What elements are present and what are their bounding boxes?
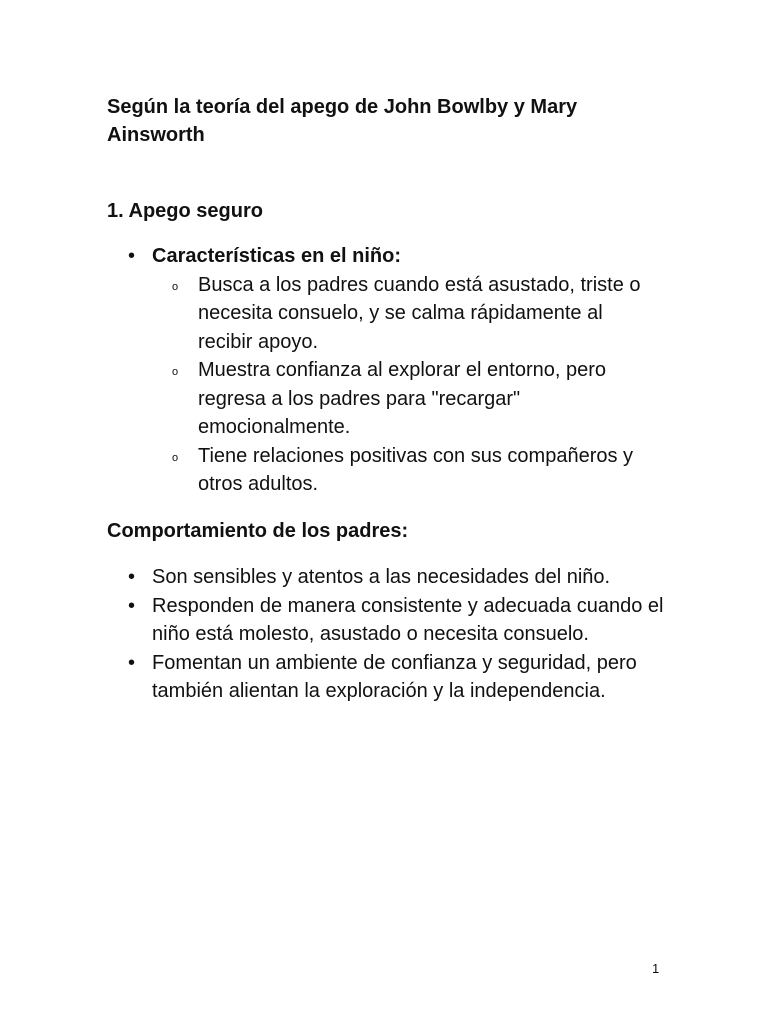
child-characteristics-sublist: [152, 271, 672, 499]
section-heading-secure-attachment: 1. Apego seguro: [107, 200, 263, 222]
bullet-icon: •: [128, 566, 136, 588]
circle-bullet-icon: o: [172, 366, 179, 378]
list-item-text: Son sensibles y atentos a las necesidades del niño.: [152, 566, 611, 588]
list-item-text: Muestra confianza al explorar el entorno, pero regresa a los padres para "recargar" emocionalmente.: [198, 359, 607, 438]
list-item: [0, 563, 672, 592]
bullet-icon: •: [128, 594, 136, 617]
list-item-text: Busca a los padres cuando está asustado, triste o necesita consuelo, y se calma rápidamente al recibir apoyo.: [198, 273, 641, 353]
list-item-text: Tiene relaciones positivas con sus compañeros y otros adultos.: [198, 444, 634, 495]
document-title: Según la teoría del apego de John Bowlby y Mary Ainsworth: [107, 96, 578, 146]
list-item: [0, 649, 672, 706]
list-item: [152, 442, 658, 499]
bullet-icon: •: [128, 245, 136, 267]
bullet-icon: •: [128, 651, 136, 674]
circle-bullet-icon: o: [172, 451, 179, 464]
section-heading-parent-behavior: Comportamiento de los padres:: [107, 520, 409, 542]
circle-bullet-icon: o: [172, 280, 179, 293]
list-item-text: Fomentan un ambiente de confianza y seguridad, pero también alientan la exploración y la independencia.: [152, 651, 637, 702]
child-characteristics-list: [0, 242, 768, 499]
list-item: [0, 242, 672, 499]
page-number: 1: [652, 961, 660, 976]
list-item: [0, 592, 672, 649]
list-item: [152, 356, 658, 442]
child-characteristics-label: Características en el niño:: [152, 245, 401, 267]
parent-behavior-list: [0, 563, 768, 706]
list-item-text: Responden de manera consistente y adecuada cuando el niño está molesto, asustado o necesita consuelo.: [152, 594, 664, 645]
list-item: [152, 271, 658, 357]
